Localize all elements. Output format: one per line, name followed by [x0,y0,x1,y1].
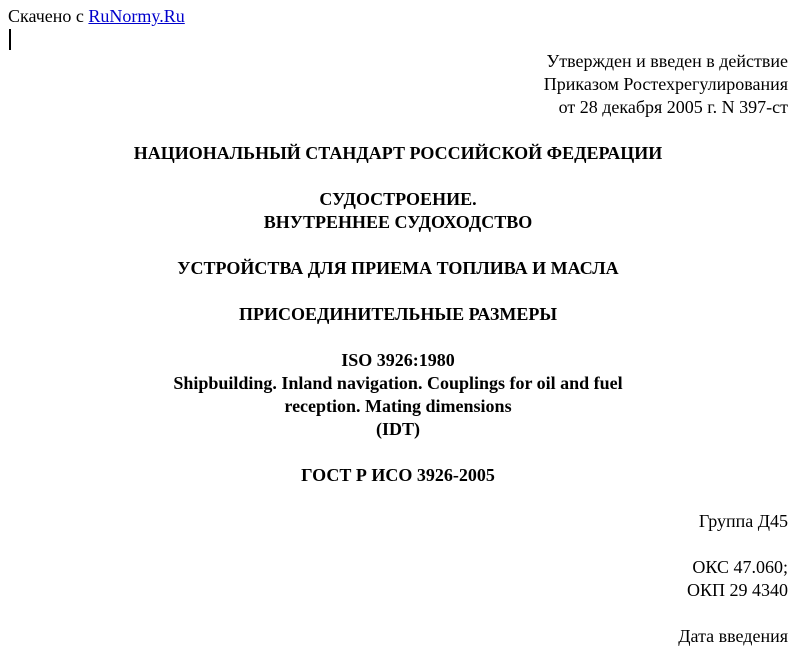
equivalence-mark: (IDT) [376,419,420,439]
intro-date-block [678,625,788,648]
source-line [8,5,185,28]
iso-number: ISO 3926:1980 [341,350,455,370]
group-code: Группа Д45 [698,511,788,531]
english-title-line-1: Shipbuilding. Inland navigation. Couplings for oil and fuel [173,373,623,393]
approval-line-1: Утвержден и введен в действие [546,51,788,71]
subject-heading [0,257,794,280]
text-cursor [9,29,11,50]
group-block [699,510,788,533]
source-link[interactable]: RuNormy.Ru [88,6,185,26]
gost-heading [0,464,794,487]
standard-type-heading [0,142,794,165]
approval-line-3: от 28 декабря 2005 г. N 397-ст [558,97,788,117]
iso-heading [0,349,794,441]
classification-block [687,556,788,602]
section-line-2: ВНУТРЕННЕЕ СУДОХОДСТВО [263,212,533,232]
english-title-line-2: reception. Mating dimensions [284,396,512,416]
approval-block [544,50,788,119]
approval-line-2: Приказом Ростехрегулирования [543,74,788,94]
standard-type: НАЦИОНАЛЬНЫЙ СТАНДАРТ РОССИЙСКОЙ ФЕДЕРАЦИИ [133,143,663,163]
subject-title: УСТРОЙСТВА ДЛЯ ПРИЕМА ТОПЛИВА И МАСЛА [177,258,619,278]
oks-code: ОКС 47.060; [692,557,788,577]
okp-code: ОКП 29 4340 [686,580,788,600]
subtitle-heading [0,303,794,326]
section-line-1: СУДОСТРОЕНИЕ. [319,189,477,209]
source-prefix: Скачено с [8,6,84,26]
gost-number: ГОСТ Р ИСО 3926-2005 [301,465,495,485]
intro-date-label: Дата введения [678,626,788,646]
section-heading [0,188,794,234]
subtitle: ПРИСОЕДИНИТЕЛЬНЫЕ РАЗМЕРЫ [238,304,558,324]
